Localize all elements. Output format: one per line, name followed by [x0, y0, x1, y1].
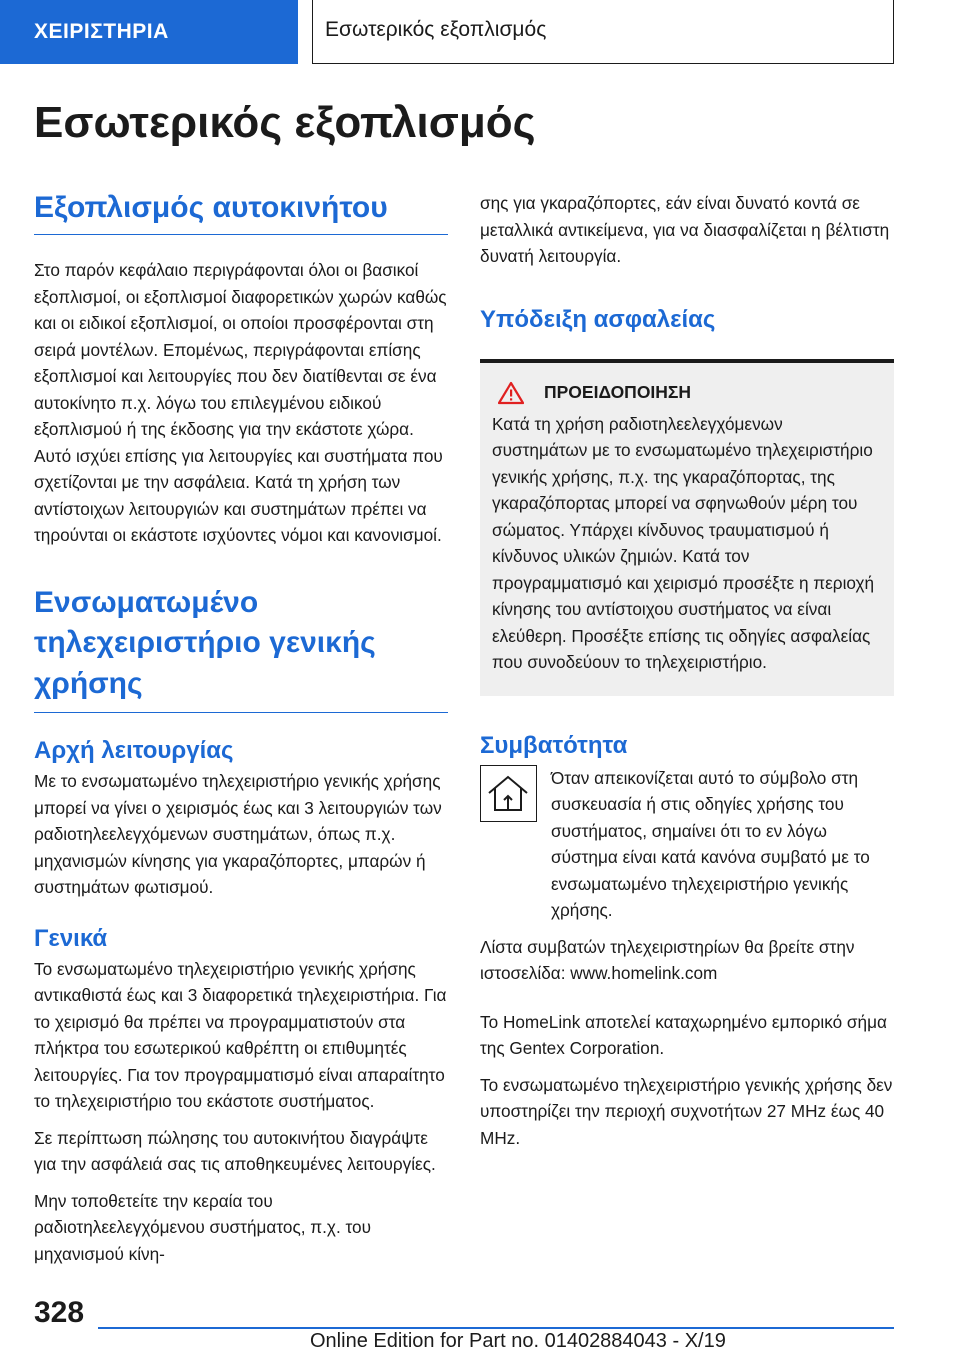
- general-text-2: Σε περίπτωση πώλησης του αυτοκινήτου διαγράψτε για την ασφάλειά σας τις αποθηκευμένες λειτουργίες.: [34, 1127, 436, 1175]
- heading-universal-remote: Ενσωματωμένο τηλεχειριστήριο γενικής χρήσης: [34, 583, 448, 714]
- compatible-list-text: Λίστα συμβατών τηλεχειριστηρίων θα βρείτε στην ιστοσελίδα: www.homelink.com: [480, 936, 855, 984]
- breadcrumb: Εσωτερικός εξοπλισμός: [312, 0, 894, 64]
- home-symbol-icon: [480, 765, 537, 822]
- warning-title: ΠΡΟΕΙΔΟΠΟΙΗΣΗ: [544, 382, 692, 403]
- heading-general: Γενικά: [34, 924, 108, 952]
- continued-text: σης για γκαραζόπορτες, εάν είναι δυνατό κοντά σε μεταλλικά αντικείμενα, για να διασφαλίζεται η βέλτιστη δυνατή λειτουργία.: [480, 193, 890, 266]
- general-text-3: Μην τοποθετείτε την κεραία του ραδιοτηλεελεγχόμενου συστήματος, π.χ. του μηχανισμού κίνη-: [34, 1190, 371, 1264]
- trademark-text: Το HomeLink αποτελεί καταχωρημένο εμπορικό σήμα της Gentex Corporation.: [480, 1011, 887, 1059]
- heading-vehicle-equipment: Εξοπλισμός αυτοκινήτου: [34, 190, 448, 235]
- heading-principle: Αρχή λειτουργίας: [34, 737, 234, 764]
- footer-edition: Online Edition for Part no. 01402884043 - X/19: [310, 1330, 726, 1352]
- footer-divider: [98, 1327, 894, 1329]
- section-tab: ΧΕΙΡΙΣΤΗΡΙΑ: [0, 0, 298, 64]
- frequency-text: Το ενσωματωμένο τηλεχειριστήριο γενικής χρήσης δεν υποστηρίζει την περιοχή συχνοτήτων 27 MHz έως 40 MHz.: [480, 1074, 893, 1148]
- page-number: 328: [34, 1296, 85, 1329]
- vehicle-equipment-text: Στο παρόν κεφάλαιο περιγράφονται όλοι οι βασικοί εξοπλισμοί, οι εξοπλισμοί διαφορετικών χωρών καθώς και οι ειδικοί εξοπλισμοί, οι οποίοι προσφέρονται στη σειρά μοντέλων. Επομένως, περιγράφονται επίσης εξοπλισμοί και λειτουργίες που δεν διατίθενται σε ένα αυτοκίνητο π.χ. λόγω του επιλεγμένου ειδικού εξοπλισμού ή της έκδοσης για την εκάστοτε χώρα. Αυτό ισχύει επίσης για λειτουργίες και συστήματα που σχετίζονται με την ασφάλεια. Κατά τη χρήση των αντίστοιχων λειτουργιών και συστημάτων πρέπει να τηρούνται οι εκάστοτε ισχύοντες νόμοι και κανονισμοί.: [34, 260, 447, 545]
- compatibility-block: [480, 765, 894, 924]
- heading-safety: Υπόδειξη ασφαλείας: [480, 305, 716, 333]
- general-text-1: Το ενσωματωμένο τηλεχειριστήριο γενικής χρήσης αντικαθιστά έως και 3 διαφορετικά τηλεχειριστήρια. Για το χειρισμό θα πρέπει να προγραμματιστούν στα πλήκτρα του εσωτερικού καθρέπτη οι επιθυμητές λειτουργίες. Για τον προγραμματισμό είναι απαραίτητο το τηλεχειριστήριο του εκάστοτε συστήματος.: [34, 958, 447, 1112]
- heading-compatibility: Συμβατότητα: [480, 731, 628, 759]
- principle-text: Με το ενσωματωμένο τηλεχειριστήριο γενικής χρήσης μπορεί να γίνει ο χειρισμός έως και 3 λειτουργιών των ραδιοτηλεελεγχόμενων συστημάτων, όπως π.χ. μηχανισμών κίνησης για γκαραζόπορτες, μπαρών ή συστημάτων φωτισμού.: [34, 771, 442, 898]
- warning-text: Κατά τη χρήση ραδιοτηλεελεγχόμενων συστημάτων με το ενσωματωμένο τηλεχειριστήριο γενικής χρήσης, π.χ. της γκαραζόπορτας, της γκαραζόπορτας μπορεί να σφηνωθούν μέρη του σώματος. Υπάρχει κίνδυνος τραυματισμού ή κίνδυνος υλικών ζημιών. Κατά τον προγραμματισμό και χειρισμό προσέξτε η περιοχή κίνησης του αντίστοιχου συστήματος να είναι ελεύθερη. Προσέξτε επίσης τις οδηγίες ασφαλείας που συνοδεύουν το τηλεχειριστήριο.: [492, 413, 875, 673]
- compatibility-text: Όταν απεικονίζεται αυτό το σύμβολο στη συσκευασία ή στις οδηγίες χρήσης του συστήματος, σημαίνει ότι το εν λόγω σύστημα είναι κατά κανόνα συμβατό με το ενσωματωμένο τηλεχειριστήριο γενικής χρήσης.: [551, 767, 870, 921]
- warning-triangle-icon: [498, 381, 524, 405]
- left-column: [34, 190, 448, 1267]
- page-title: Εσωτερικός εξοπλισμός: [34, 98, 536, 147]
- right-column: [480, 190, 894, 1151]
- warning-box: [480, 359, 894, 696]
